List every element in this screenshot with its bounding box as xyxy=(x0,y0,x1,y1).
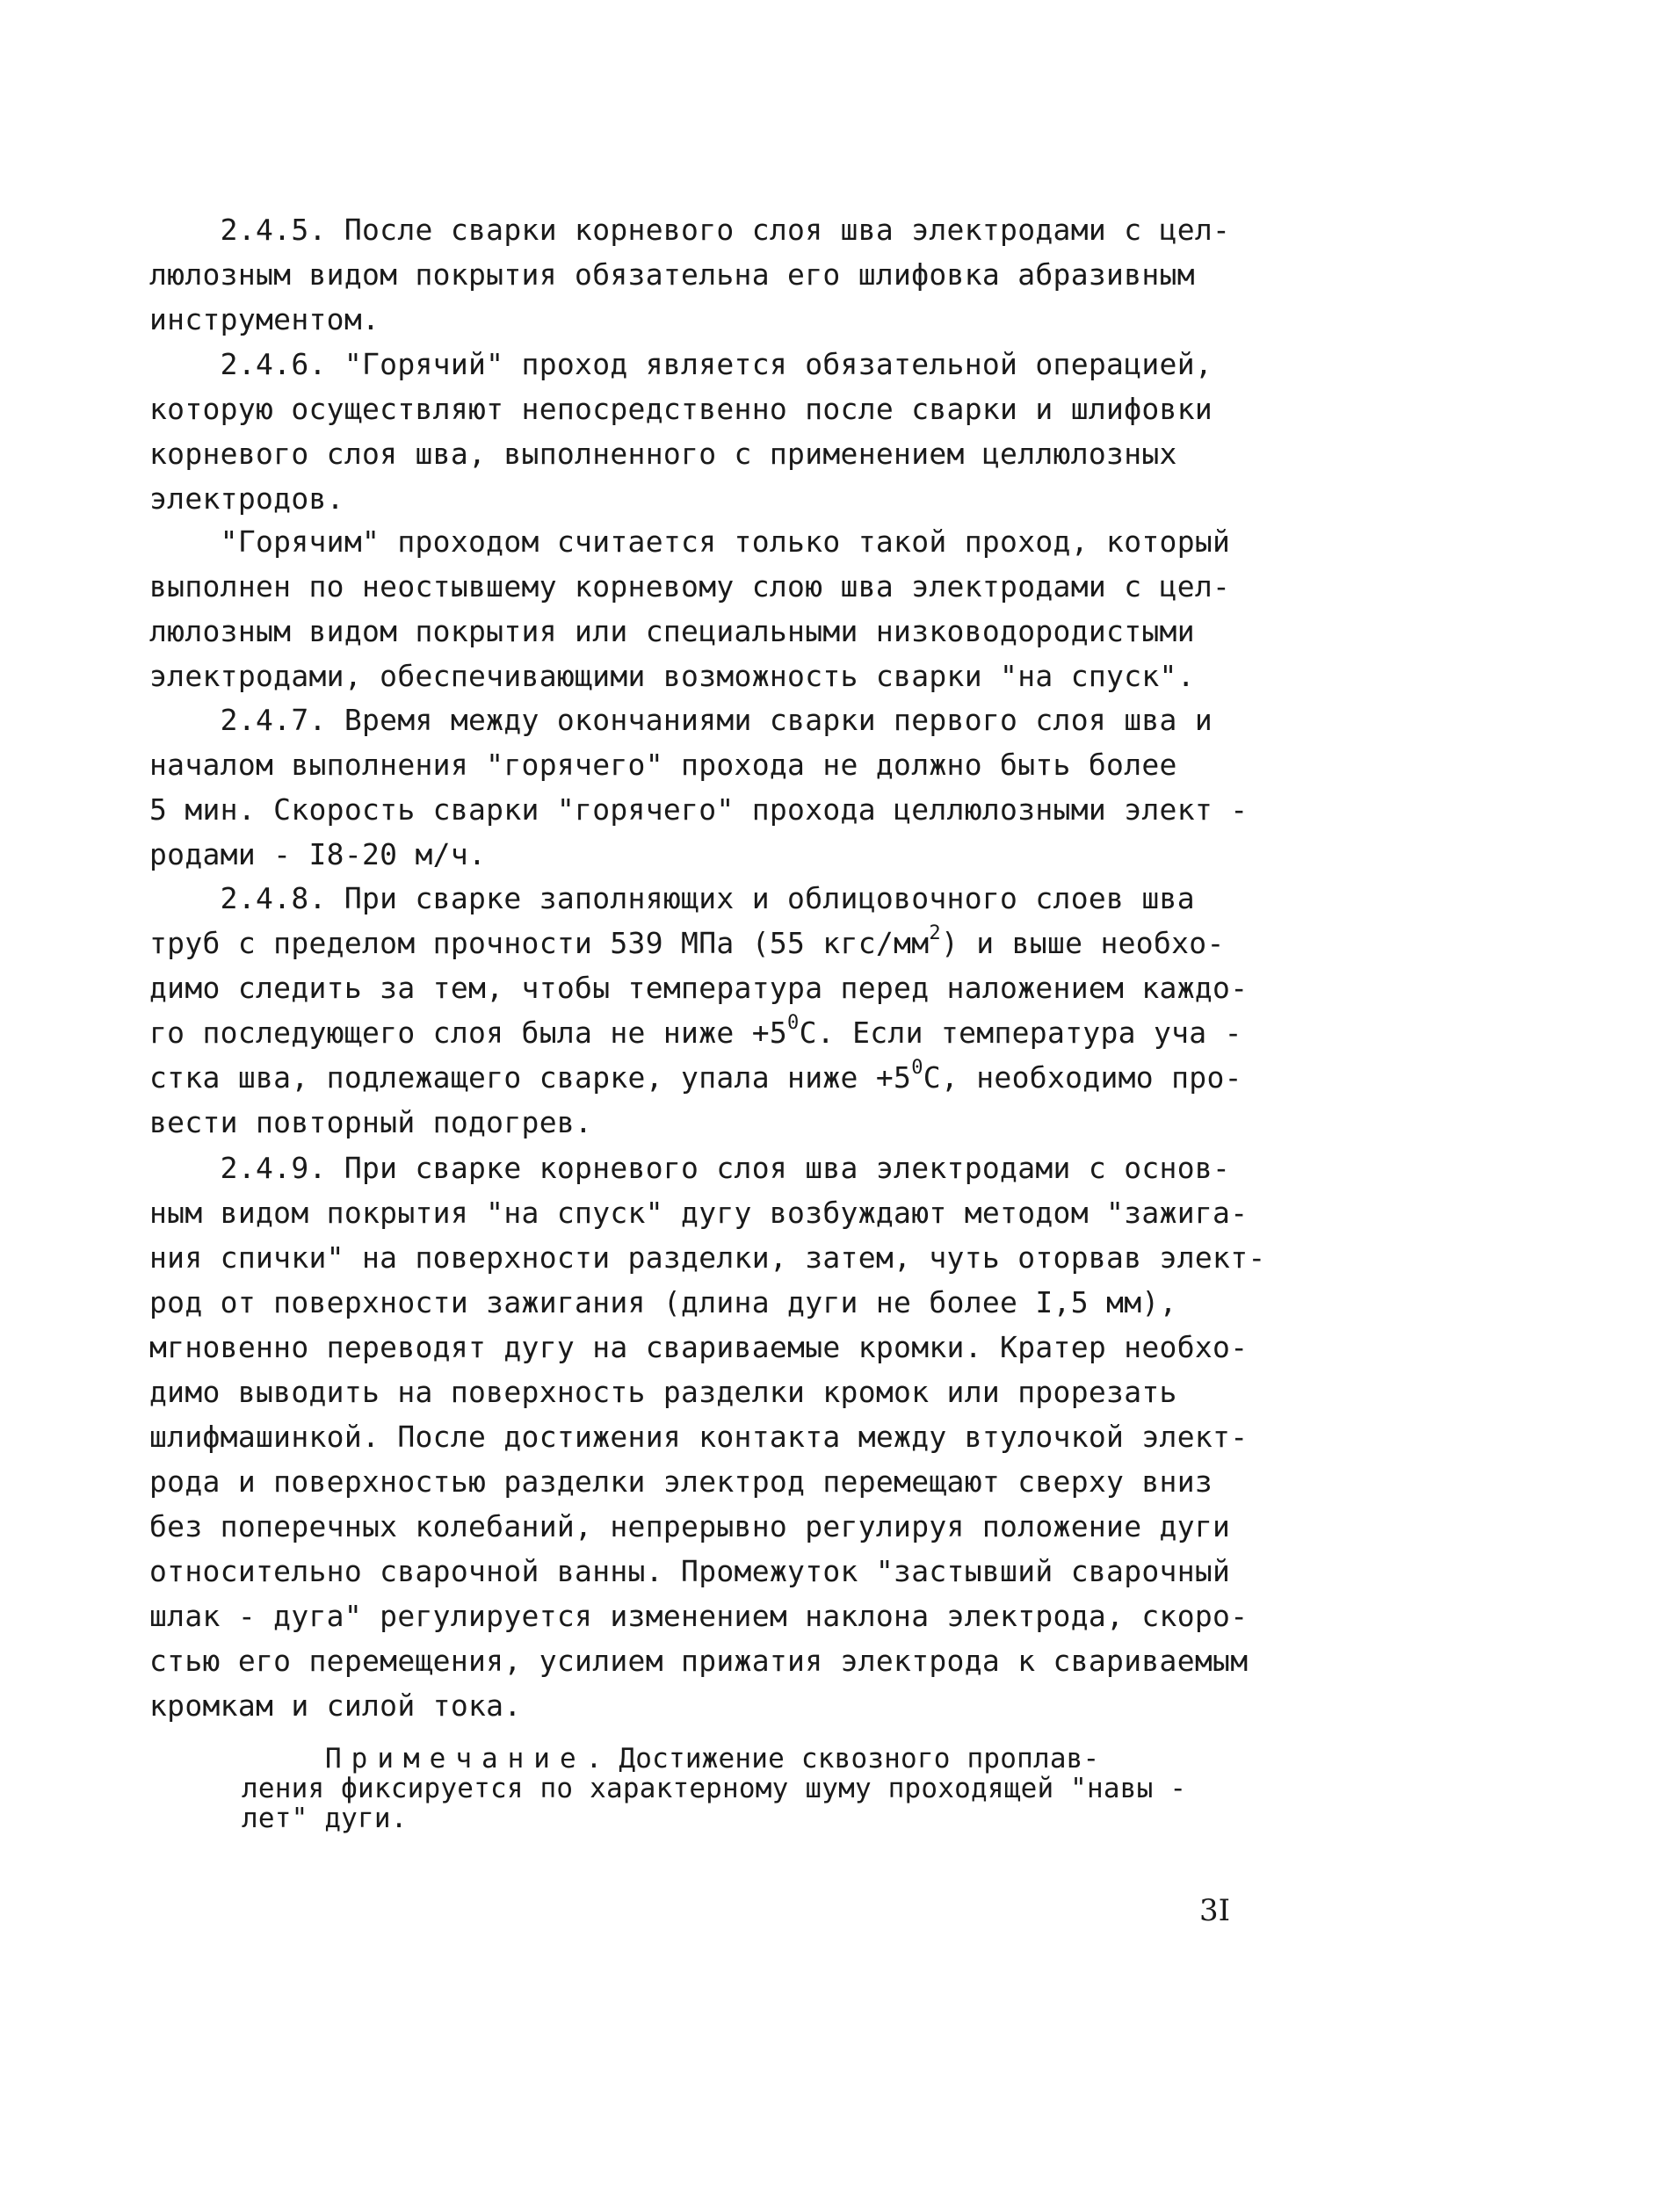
p249-line-4: род от поверхности зажигания (длина дуги не более I,5 мм), xyxy=(149,1285,1177,1319)
page-number: 3I xyxy=(1199,1893,1231,1928)
p248-line-2-text-a: труб с пределом прочности 539 МПа (55 кгс/мм xyxy=(149,926,930,960)
p249-line-7: шлифмашинкой. После достижения контакта между втулочкой элект- xyxy=(149,1420,1249,1454)
note-line-2: ления фиксируется по характерному шуму проходящей "навы - xyxy=(242,1773,1187,1804)
p248-line-2 xyxy=(149,922,1225,961)
p249-line-9: без поперечных колебаний, непрерывно регулируя положение дуги xyxy=(149,1509,1231,1543)
p249-line-1: 2.4.9. При сварке корневого слоя шва электродами с основ- xyxy=(149,1151,1231,1185)
p246-line-3: корневого слоя шва, выполненного с применением целлюлозных xyxy=(149,437,1177,471)
p246b-line-4: электродами, обеспечивающими возможность сварки "на спуск". xyxy=(149,659,1195,693)
p249-line-3: ния спички" на поверхности разделки, затем, чуть оторвав элект- xyxy=(149,1240,1266,1275)
p246b-line-3: люлозным видом покрытия или специальными низководородистыми xyxy=(149,614,1195,648)
p248-line-4-text-b: С. Если температура уча - xyxy=(799,1016,1242,1050)
p248-line-5-text-b: С, необходимо про- xyxy=(923,1060,1242,1095)
p249-line-8: рода и поверхностью разделки электрод перемещают сверху вниз xyxy=(149,1464,1213,1499)
p249-line-10: относительно сварочной ванны. Промежуток "застывший сварочный xyxy=(149,1554,1231,1588)
p248-line-1: 2.4.8. При сварке заполняющих и облицовочного слоев шва xyxy=(149,881,1195,915)
p246-line-2: которую осуществляют непосредственно после сварки и шлифовки xyxy=(149,392,1213,426)
p248-line-2-text-b: ) и выше необхо- xyxy=(940,926,1225,960)
p248-line-5-text-a: стка шва, подлежащего сварке, упала ниже +5 xyxy=(149,1060,912,1095)
p249-line-11: шлак - дуга" регулируется изменением наклона электрода, скоро- xyxy=(149,1599,1249,1633)
p246b-line-1: "Горячим" проходом считается только такой проход, который xyxy=(149,524,1231,559)
p247-line-2: началом выполнения "горячего" прохода не должно быть более xyxy=(149,748,1177,782)
p248-line-3: димо следить за тем, чтобы температура перед наложением каждо- xyxy=(149,971,1249,1005)
p249-line-6: димо выводить на поверхность разделки кромок или прорезать xyxy=(149,1375,1177,1409)
p248-line-4 xyxy=(149,1012,1242,1051)
p248-line-6: вести повторный подогрев. xyxy=(149,1105,593,1139)
superscript-squared: 2 xyxy=(929,922,941,944)
note-line-1 xyxy=(325,1744,1099,1774)
p245-line-1: 2.4.5. После сварки корневого слоя шва электродами с цел- xyxy=(149,213,1231,247)
p246b-line-2: выполнен по неостывшему корневому слою шва электродами с цел- xyxy=(149,569,1231,604)
note-label: Примечание xyxy=(325,1743,586,1775)
degree-symbol: 0 xyxy=(911,1057,923,1079)
p248-line-4-text-a: го последующего слоя была не ниже +5 xyxy=(149,1016,788,1050)
p246-line-4: электродов. xyxy=(149,481,344,516)
p249-line-12: стью его перемещения, усилием прижатия электрода к свариваемым xyxy=(149,1644,1249,1678)
note-line-3: лет" дуги. xyxy=(242,1803,408,1834)
note-line-1-text: . Достижение сквозного проплав- xyxy=(585,1743,1100,1775)
p247-line-3: 5 мин. Скорость сварки "горячего" прохода целлюлозными элект - xyxy=(149,792,1249,827)
p247-line-4: родами - I8-20 м/ч. xyxy=(149,837,487,871)
p247-line-1: 2.4.7. Время между окончаниями сварки первого слоя шва и xyxy=(149,703,1213,737)
p245-line-3: инструментом. xyxy=(149,302,380,336)
p245-line-2: люлозным видом покрытия обязательна его шлифовка абразивным xyxy=(149,257,1195,292)
p249-line-5: мгновенно переводят дугу на свариваемые кромки. Кратер необхо- xyxy=(149,1330,1249,1364)
p249-line-2: ным видом покрытия "на спуск" дугу возбуждают методом "зажига- xyxy=(149,1196,1249,1230)
p248-line-5 xyxy=(149,1057,1242,1095)
degree-symbol: 0 xyxy=(787,1012,800,1034)
p246-line-1: 2.4.6. "Горячий" проход является обязательной операцией, xyxy=(149,347,1213,381)
p249-line-13: кромкам и силой тока. xyxy=(149,1688,522,1723)
